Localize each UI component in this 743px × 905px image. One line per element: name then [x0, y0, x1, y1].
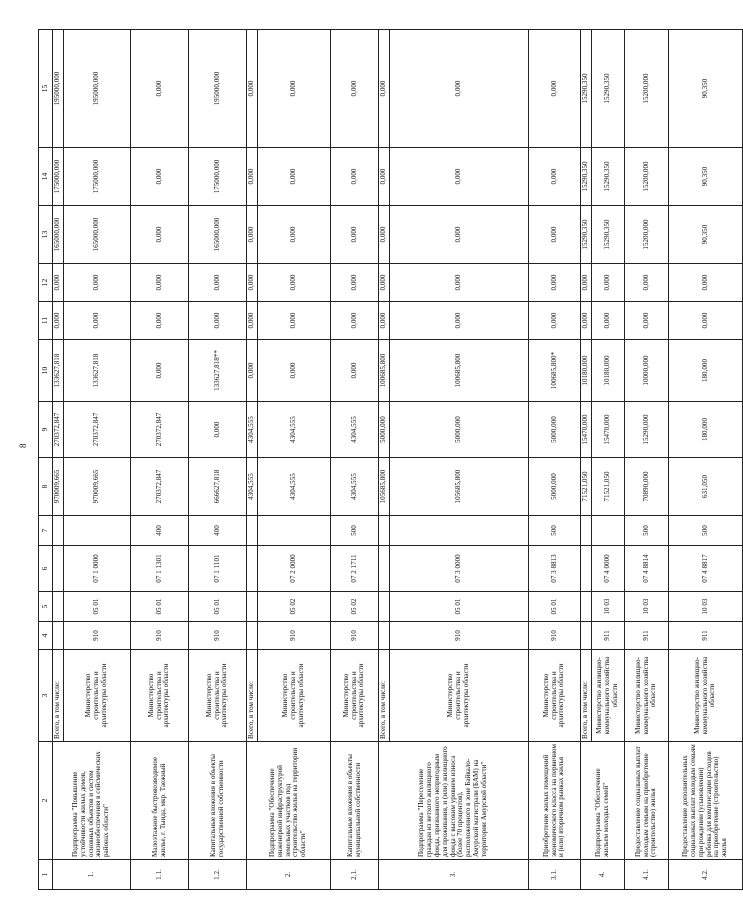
table-row: [581, 30, 592, 890]
empty-cell: [581, 592, 592, 622]
row-name: Подпрограмма "Повышение устойчивости жилых домов, основных объектов и систем жизнеобеспечения в сейсмических районах области": [53, 742, 131, 860]
amount-value: 270372,847: [131, 402, 189, 458]
target-code: 07 3 0000: [390, 546, 529, 592]
empty-cell: [53, 516, 64, 546]
ministry-code: 911: [669, 622, 743, 650]
executor: Министерство жилищно-коммунального хозяйства области: [625, 650, 669, 742]
table-row: [247, 30, 258, 890]
section-code: 05 01: [189, 592, 247, 622]
amount-value: 270372,847: [64, 402, 131, 458]
row-number: 1.: [53, 860, 131, 890]
section-code: 05 01: [390, 592, 529, 622]
amount-value: 0,000: [189, 402, 247, 458]
row-number: 1.2.: [189, 860, 247, 890]
table-row: [131, 30, 189, 890]
total-value: 5000,000: [379, 402, 390, 458]
ministry-code: 910: [258, 622, 331, 650]
table-row: [331, 30, 379, 890]
col-header: 7: [39, 516, 53, 546]
empty-cell: [53, 546, 64, 592]
expense-type-code: [258, 516, 331, 546]
amount-value: 0,000: [625, 302, 669, 340]
row-name: Малоэтажное быстровозводимое жилье, г. Тында, мкр. Таежный: [131, 742, 189, 860]
amount-value: 0,000: [331, 340, 379, 402]
col-header: 3: [39, 650, 53, 742]
target-code: 07 2 0000: [258, 546, 331, 592]
amount-value: 0,000: [390, 30, 529, 148]
section-code: 10 03: [669, 592, 743, 622]
executor: Министерство строительства и архитектуры области: [189, 650, 247, 742]
expense-type-code: 500: [669, 516, 743, 546]
expense-type-code: [592, 516, 625, 546]
amount-value: 70890,000: [625, 458, 669, 516]
total-value: 0,000: [247, 206, 258, 264]
empty-cell: [53, 622, 64, 650]
amount-value: 175000,000: [64, 148, 131, 206]
amount-value: 0,000: [529, 206, 581, 264]
empty-cell: [581, 516, 592, 546]
amount-value: 0,000: [258, 340, 331, 402]
row-name: Предоставление социальных выплат молодым семьям на приобретение (строительство) жилья: [625, 742, 669, 860]
amount-value: 5000,000: [529, 402, 581, 458]
table-row: [669, 30, 743, 890]
total-value: 195000,000: [53, 30, 64, 148]
col-header: 15: [39, 30, 53, 148]
amount-value: 5000,000: [390, 402, 529, 458]
total-value: 4304,555: [247, 402, 258, 458]
col-header: 14: [39, 148, 53, 206]
total-value: 15290,350: [581, 30, 592, 148]
amount-value: 165000,000: [64, 206, 131, 264]
table-row: [53, 30, 64, 890]
amount-value: 4304,555: [258, 458, 331, 516]
col-header: 12: [39, 264, 53, 302]
page-number: 8: [18, 443, 28, 448]
empty-cell: [379, 592, 390, 622]
amount-value: 180,000: [669, 402, 743, 458]
empty-cell: [247, 622, 258, 650]
amount-value: 0,000: [258, 30, 331, 148]
empty-cell: [581, 546, 592, 592]
amount-value: 15200,000: [625, 30, 669, 148]
amount-value: 100685,800*: [529, 340, 581, 402]
amount-value: 0,000: [131, 206, 189, 264]
amount-value: 0,000: [189, 302, 247, 340]
total-value: 0,000: [247, 264, 258, 302]
amount-value: 0,000: [669, 302, 743, 340]
row-number: 4.1.: [625, 860, 669, 890]
total-label: Всего, в том числе:: [247, 650, 258, 742]
expense-type-code: 400: [131, 516, 189, 546]
total-value: 0,000: [581, 302, 592, 340]
section-code: 05 02: [258, 592, 331, 622]
amount-value: 180,000: [669, 340, 743, 402]
amount-value: 0,000: [131, 302, 189, 340]
amount-value: 71521,050: [592, 458, 625, 516]
empty-cell: [247, 546, 258, 592]
executor: Министерство строительства и архитектуры области: [390, 650, 529, 742]
amount-value: 0,000: [390, 302, 529, 340]
table-row: [625, 30, 669, 890]
amount-value: 15200,000: [625, 206, 669, 264]
row-name: Капитальные вложения в объекты государственной собственности: [189, 742, 247, 860]
col-header: 4: [39, 622, 53, 650]
amount-value: 0,000: [390, 148, 529, 206]
row-number: 4.2.: [669, 860, 743, 890]
col-header: 11: [39, 302, 53, 340]
amount-value: 0,000: [131, 264, 189, 302]
col-header: 9: [39, 402, 53, 458]
executor: Министерство строительства и архитектуры области: [529, 650, 581, 742]
target-code: 07 1 1101: [189, 546, 247, 592]
total-label: Всего, в том числе:: [53, 650, 64, 742]
executor: Министерство жилищно-коммунального хозяйства области: [592, 650, 625, 742]
total-value: 100685,800: [379, 340, 390, 402]
col-header: 6: [39, 546, 53, 592]
section-code: 10 03: [625, 592, 669, 622]
target-code: 07 4 0000: [592, 546, 625, 592]
amount-value: 0,000: [529, 302, 581, 340]
amount-value: 0,000: [258, 206, 331, 264]
amount-value: 4304,555: [331, 402, 379, 458]
col-header: 1: [39, 860, 53, 890]
amount-value: 631,050: [669, 458, 743, 516]
amount-value: 0,000: [390, 206, 529, 264]
amount-value: 0,000: [390, 264, 529, 302]
amount-value: 0,000: [625, 264, 669, 302]
empty-cell: [247, 592, 258, 622]
amount-value: 0,000: [189, 264, 247, 302]
empty-cell: [247, 516, 258, 546]
row-number: 2.: [247, 860, 331, 890]
row-name: Подпрограмма "Обеспечение инженерной инфраструктурой земельных участков под строительство жилья на территории области": [247, 742, 331, 860]
empty-cell: [379, 546, 390, 592]
total-value: 165000,000: [53, 206, 64, 264]
row-name: Капитальные вложения в объекты муниципальной собственности: [331, 742, 379, 860]
amount-value: 5000,000: [529, 458, 581, 516]
ministry-code: 910: [331, 622, 379, 650]
total-value: 0,000: [379, 264, 390, 302]
amount-value: 15470,000: [592, 402, 625, 458]
column-numbers-row: [39, 30, 53, 890]
total-value: 0,000: [247, 302, 258, 340]
amount-value: 15290,350: [592, 30, 625, 148]
amount-value: 133627,818**: [189, 340, 247, 402]
ministry-code: 911: [625, 622, 669, 650]
amount-value: 0,000: [669, 264, 743, 302]
section-code: 10 03: [592, 592, 625, 622]
col-header: 8: [39, 458, 53, 516]
executor: Министерство строительства и архитектуры области: [258, 650, 331, 742]
total-value: 970009,665: [53, 458, 64, 516]
amount-value: 0,000: [592, 302, 625, 340]
ministry-code: 910: [390, 622, 529, 650]
total-value: 15470,000: [581, 402, 592, 458]
executor: Министерство строительства и архитектуры области: [64, 650, 131, 742]
amount-value: 0,000: [529, 264, 581, 302]
total-value: 0,000: [247, 148, 258, 206]
total-value: 0,000: [379, 30, 390, 148]
amount-value: 195000,000: [64, 30, 131, 148]
total-label: Всего, в том числе:: [581, 650, 592, 742]
total-value: 0,000: [379, 206, 390, 264]
target-code: 07 3 8813: [529, 546, 581, 592]
empty-cell: [379, 516, 390, 546]
row-number: 4.: [581, 860, 625, 890]
amount-value: 0,000: [529, 148, 581, 206]
section-code: 05 01: [64, 592, 131, 622]
total-value: 0,000: [247, 340, 258, 402]
target-code: 07 4 8817: [669, 546, 743, 592]
table-row: [189, 30, 247, 890]
total-value: 0,000: [247, 30, 258, 148]
row-number: 3.: [379, 860, 529, 890]
total-value: 133627,818: [53, 340, 64, 402]
expense-type-code: [390, 516, 529, 546]
expense-type-code: 400: [189, 516, 247, 546]
amount-value: 0,000: [331, 206, 379, 264]
row-number: 1.1.: [131, 860, 189, 890]
expense-type-code: 500: [331, 516, 379, 546]
amount-value: 0,000: [529, 30, 581, 148]
amount-value: 4304,555: [258, 402, 331, 458]
amount-value: 4304,555: [331, 458, 379, 516]
amount-value: 15290,350: [592, 148, 625, 206]
section-code: 05 01: [131, 592, 189, 622]
ministry-code: 910: [189, 622, 247, 650]
col-header: 2: [39, 742, 53, 860]
total-value: 270372,847: [53, 402, 64, 458]
row-name: Предоставление дополнительных социальных выплат молодым семьям при рождении (усыновлении) ребенка для компенсации расходов на приобретение (строительство) жилья: [669, 742, 743, 860]
executor: Министерство строительства и архитектуры области: [331, 650, 379, 742]
amount-value: 15290,000: [625, 402, 669, 458]
row-number: 2.1.: [331, 860, 379, 890]
amount-value: 0,000: [331, 148, 379, 206]
amount-value: 0,000: [258, 302, 331, 340]
section-code: 05 02: [331, 592, 379, 622]
expense-type-code: 500: [529, 516, 581, 546]
amount-value: 10180,000: [592, 340, 625, 402]
total-value: 0,000: [53, 302, 64, 340]
col-header: 13: [39, 206, 53, 264]
table-row: [379, 30, 390, 890]
ministry-code: 910: [64, 622, 131, 650]
amount-value: 0,000: [64, 264, 131, 302]
amount-value: 90,350: [669, 206, 743, 264]
total-value: 175000,000: [53, 148, 64, 206]
empty-cell: [53, 592, 64, 622]
total-value: 0,000: [379, 148, 390, 206]
amount-value: 970009,665: [64, 458, 131, 516]
amount-value: 0,000: [331, 302, 379, 340]
expense-type-code: 500: [625, 516, 669, 546]
expense-type-code: [64, 516, 131, 546]
empty-cell: [379, 622, 390, 650]
col-header: 5: [39, 592, 53, 622]
ministry-code: 911: [592, 622, 625, 650]
amount-value: 0,000: [331, 264, 379, 302]
amount-value: 666627,818: [189, 458, 247, 516]
total-value: 4304,555: [247, 458, 258, 516]
col-header: 10: [39, 340, 53, 402]
target-code: 07 1 0000: [64, 546, 131, 592]
total-value: 0,000: [581, 264, 592, 302]
row-name: Подпрограмма "Обеспечение жильем молодых семей": [581, 742, 625, 860]
total-value: 0,000: [53, 264, 64, 302]
target-code: 07 1 1301: [131, 546, 189, 592]
ministry-code: 910: [131, 622, 189, 650]
amount-value: 90,350: [669, 30, 743, 148]
amount-value: 133627,818: [64, 340, 131, 402]
row-name: Подпрограмма "Переселение граждан из ветхого жилищного фонда, признанного непригодным для проживания, и (или) жилищного фонда с высоким уровнем износа (более 70 процентов), расположенного в зоне Байкало-Амурской магистрали (БАМ) на территории Амурской области": [379, 742, 529, 860]
total-value: 15290,350: [581, 206, 592, 264]
amount-value: 0,000: [331, 30, 379, 148]
amount-value: 165000,000: [189, 206, 247, 264]
total-value: 0,000: [379, 302, 390, 340]
row-number: 3.1.: [529, 860, 581, 890]
total-label: Всего, в том числе:: [379, 650, 390, 742]
ministry-code: 910: [529, 622, 581, 650]
amount-value: 15290,350: [592, 206, 625, 264]
target-code: 07 4 8814: [625, 546, 669, 592]
target-code: 07 2 1711: [331, 546, 379, 592]
empty-cell: [581, 622, 592, 650]
section-code: 05 01: [529, 592, 581, 622]
total-value: 10180,000: [581, 340, 592, 402]
amount-value: 100685,800: [390, 340, 529, 402]
budget-table: [38, 29, 743, 890]
amount-value: 0,000: [64, 302, 131, 340]
amount-value: 195000,000: [189, 30, 247, 148]
amount-value: 10000,000: [625, 340, 669, 402]
amount-value: 105685,800: [390, 458, 529, 516]
amount-value: 175000,000: [189, 148, 247, 206]
amount-value: 90,350: [669, 148, 743, 206]
row-name: Приобретение жилых помещений экономического класса на первичном и (или) вторичном рынках жилья: [529, 742, 581, 860]
amount-value: 0,000: [592, 264, 625, 302]
executor: Министерство строительства и архитектуры области: [131, 650, 189, 742]
amount-value: 0,000: [131, 340, 189, 402]
budget-table-rotated: [38, 30, 729, 890]
amount-value: 0,000: [258, 148, 331, 206]
amount-value: 15200,000: [625, 148, 669, 206]
total-value: 71521,050: [581, 458, 592, 516]
total-value: 105685,800: [379, 458, 390, 516]
amount-value: 0,000: [131, 30, 189, 148]
total-value: 15290,350: [581, 148, 592, 206]
table-row: [529, 30, 581, 890]
amount-value: 270372,847: [131, 458, 189, 516]
executor: Министерство жилищно-коммунального хозяйства области: [669, 650, 743, 742]
amount-value: 0,000: [131, 148, 189, 206]
amount-value: 0,000: [258, 264, 331, 302]
